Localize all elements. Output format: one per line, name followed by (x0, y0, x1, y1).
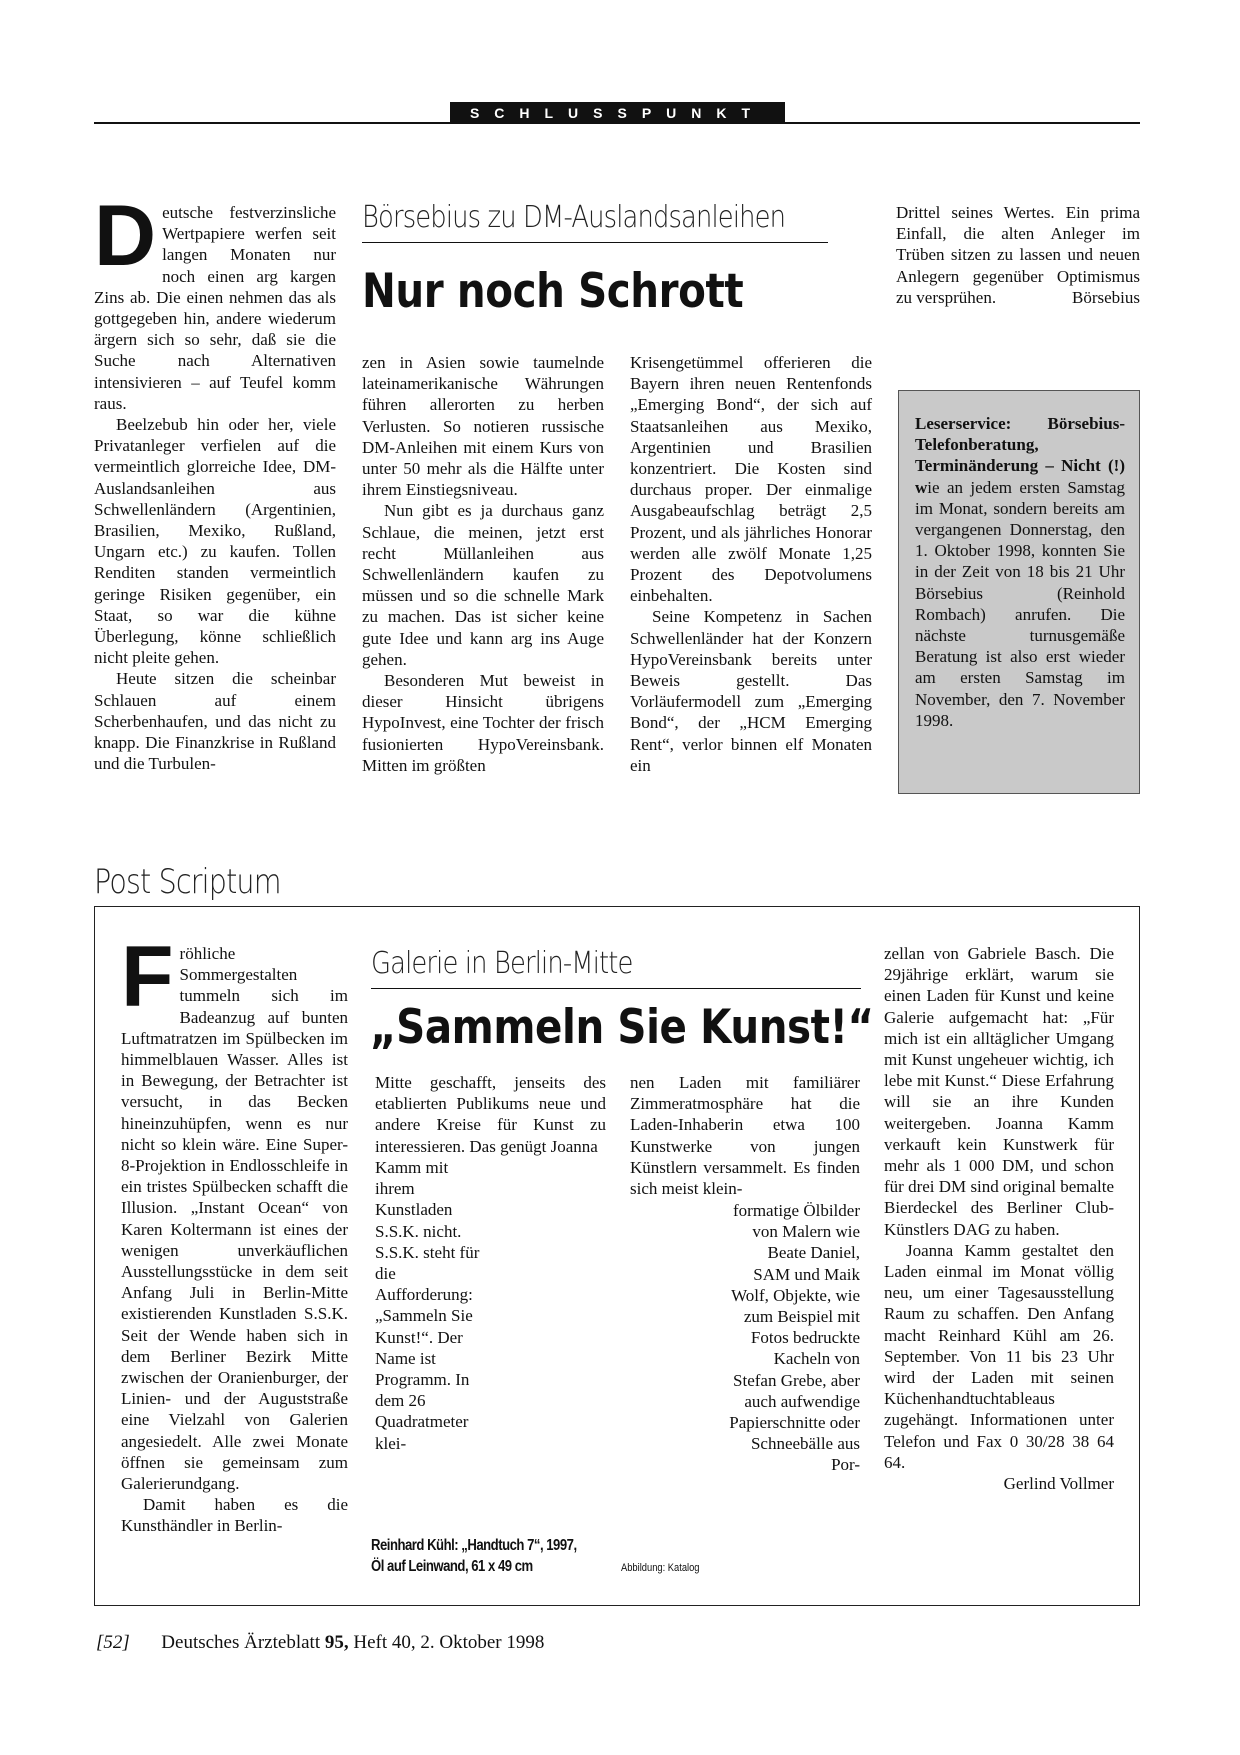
paragraph-text: Drittel seines Wertes. Ein prima Einfall, die alten Anleger im Trüben sitzen zu lassen und neuen Anlegern gegenüber Optimismus zu versprühen. (896, 203, 1140, 307)
ps-column-2-top (375, 1072, 606, 1157)
paragraph: nen Laden mit familiärer Zimmeratmosphäre hat die Laden-Inhaberin etwa 100 Kunstwerke von jungen Künstlern versammelt. Es finden sich meist klein- (630, 1073, 860, 1199)
paragraph: zen in Asien sowie taumelnde lateinamerikanische Währungen führen allerorten zu herben Verlusten. So notieren russische DM-Anleihen mit einem Kurs von unter 50 mehr als die Hälfte unter ihrem Einstiegsniveau. (362, 353, 604, 500)
ps-kicker: Galerie in Berlin-Mitte (371, 946, 633, 981)
caption-line: Reinhard Kühl: „Handtuch 7“, 1997, (371, 1537, 577, 1554)
article1-column-4 (896, 202, 1140, 308)
image-caption (371, 1535, 584, 1577)
journal-issue: Heft 40, 2. Oktober 1998 (353, 1632, 545, 1653)
reader-service-bold: Leserservice: Börsebius-Telefonberatung, Terminänderung – Nicht (!) w (915, 414, 1125, 497)
post-scriptum-title: Post Scriptum (94, 862, 281, 902)
article1-column-2 (362, 352, 604, 776)
paragraph: zellan von Gabriele Basch. Die 29jährige erklärt, warum sie einen Laden für Kunst und keine Galerie aufgemacht hat: „Für mich ist ein alltäglicher Umgang mit Kunst ungeheuer wichtig, ich lebe mit Kunst.“ Diese Erfahrung will sie an ihre Kunden weitergeben. Joanna Kamm verkauft kein Kunstwerk für mehr als 1 000 DM, und schon für drei DM sind original bemalte Bierdeckel des Berliner Club-Künstlers DAG zu haben. (884, 944, 1114, 1239)
paragraph: Damit haben es die Kunsthändler in Berlin- (121, 1495, 348, 1536)
paragraph: Nun gibt es ja durchaus ganz Schlaue, die meinen, jetzt erst recht Müllanleihen aus Schwellenländern kaufen zu müssen und so die schnelle Mark zu machen. Das ist sicher keine gute Idee und kann arg ins Auge gehen. (362, 501, 604, 669)
page-footer (96, 1632, 544, 1654)
article1-column-1 (94, 188, 336, 774)
paragraph (896, 202, 1140, 308)
paragraph: Besonderen Mut beweist in dieser Hinsicht übrigens HypoInvest, eine Tochter der frisch fusionierten HypoVereinsbank. Mitten im größten (362, 671, 604, 775)
journal-name: Deutsches Ärzteblatt (161, 1632, 321, 1653)
paragraph: Kamm mit ihrem Kunstladen S.S.K. nicht. S.S.K. steht für die Aufforderung: „Sammeln Sie Kunst!“. Der Name ist Programm. In dem 26 Quadratmeter klei- (375, 1158, 480, 1453)
article1-kicker: Börsebius zu DM-Auslandsanleihen (362, 200, 786, 235)
caption-line: Öl auf Leinwand, 61 x 49 cm (371, 1558, 533, 1575)
article1-headline: Nur noch Schrott (362, 264, 744, 319)
paragraph: Seine Kompetenz in Sachen Schwellenländer hat der Konzern HypoVereinsbank bereits unter Beweis gestellt. Das Vorläufermodell zum „Emerging Bond“, der „HCM Emerging Rent“, verlor binnen elf Monaten ein (630, 607, 872, 775)
image-credit: Abbildung: Katalog (621, 1562, 700, 1574)
ps-headline: „Sammeln Sie Kunst!“ (370, 1000, 874, 1055)
kicker-rule (371, 988, 861, 989)
section-label: SCHLUSSPUNKT (450, 102, 785, 124)
author: Gerlind Vollmer (1003, 1474, 1114, 1494)
ps-column-3-narrow (728, 1200, 860, 1476)
author: Börsebius (1072, 287, 1140, 307)
paragraph: eutsche festverzinsliche Wertpapiere werfen seit langen Monaten nur noch einen arg kargen Zins ab. Die einen nehmen das als gottgegeben hin, andere wiederum ärgern sich so sehr, daß sie die Suche nach Alternativen intensivieren – auf Teufel komm raus. (94, 203, 336, 413)
paragraph: röhliche Sommergestalten tummeln sich im Badeanzug auf bunten Luftmatratzen im Spülbecken im himmelblauen Wasser. Alles ist in Bewegung, der Betrachter ist versucht, in das Becken hineinzuhüpfen, wenn es nur nicht so klein wäre. Eine Super-8-Projektion in Endlosschleife in ein tristes Spülbecken schafft die Illusion. „Instant Ocean“ von Karen Koltermann ist eines der wenigen unverkäuflichen Ausstellungsstücke in dem seit Anfang Juli in Berlin-Mitte existierenden Kunstladen S.S.K. Seit der Wende haben sich in dem Berliner Bezirk Mitte zwischen der Oranienburger, der Linien- und der Auguststraße eine Vielzahl von Galerien angesiedelt. Alle zwei Monate öffnen sie gemeinsam zum Galerierundgang. (121, 944, 348, 1494)
kicker-rule (362, 242, 828, 243)
article1-column-3 (630, 352, 872, 776)
reader-service-body: ie an jedem ersten Samstag im Monat, sondern bereits am vergangenen Donnerstag, den 1. Oktober 1998, konnten Sie in der Zeit von 18 bis 21 Uhr Börsebius (Reinhold Rombach) anrufen. Die nächste turnusgemäße Beratung ist also erst wieder am ersten Samstag im November, den 7. November 1998. (915, 477, 1125, 730)
ps-column-1 (121, 929, 348, 1537)
paragraph: Krisengetümmel offerieren die Bayern ihren neuen Rentenfonds „Emerging Bond“, der sich auf Staatsanleihen aus Mexiko, Argentinien und Brasilien konzentriert. Die Kosten sind durchaus proper. Der einmalige Ausgabeaufschlag beträgt 2,5 Prozent, und als jährliches Honorar werden alle zwölf Monate 1,25 Prozent des Depotvolumens einbehalten. (630, 353, 872, 606)
paragraph: Mitte geschafft, jenseits des etablierten Publikums neue und andere Kreise für Kunst zu interessieren. Das genügt Joanna (375, 1073, 606, 1156)
page-number: [52] (96, 1632, 130, 1653)
dropcap: F (121, 929, 174, 1025)
paragraph: Beelzebub hin oder her, viele Privatanleger verfielen auf die vermeintlich glorreiche Idee, DM-Auslandsanleihen aus Schwellenländern (Argentinien, Brasilien, Mexiko, Rußland, Ungarn etc.) zu kaufen. Tollen Renditen standen vermeintlich geringe Risiken gegenüber, ein Staat, so war die kühne Überlegung, könne schließlich nicht pleite gehen. (94, 415, 336, 668)
journal-volume: 95, (324, 1632, 349, 1653)
ps-column-4 (884, 943, 1114, 1494)
paragraph: Heute sitzen die scheinbar Schlauen auf einem Scherbenhaufen, und das nicht zu knapp. Die Finanzkrise in Rußland und die Turbulen- (94, 669, 336, 774)
ps-column-2-narrow (375, 1157, 485, 1454)
paragraph: Joanna Kamm gestaltet den Laden einmal im Monat völlig neu, um einer Tagesausstellung Raum zu schaffen. Den Anfang macht Reinhard Kühl am 26. September. Von 11 bis 23 Uhr wird der Laden mit seinen Küchenhandtuchtableaus zugehängt. Informationen unter Telefon und Fax 0 30/28 38 64 64. (884, 1240, 1114, 1472)
reader-service-text (915, 413, 1125, 731)
dropcap: D (94, 188, 157, 284)
paragraph: formatige Ölbilder von Malern wie Beate Daniel, SAM und Maik Wolf, Objekte, wie zum Beispiel mit Fotos bedruckte Kacheln von Stefan Grebe, aber auch aufwendige Papierschnitte oder Schneebälle aus Por- (729, 1201, 860, 1475)
reader-service-box (898, 390, 1140, 794)
artwork-image (496, 1157, 718, 1519)
